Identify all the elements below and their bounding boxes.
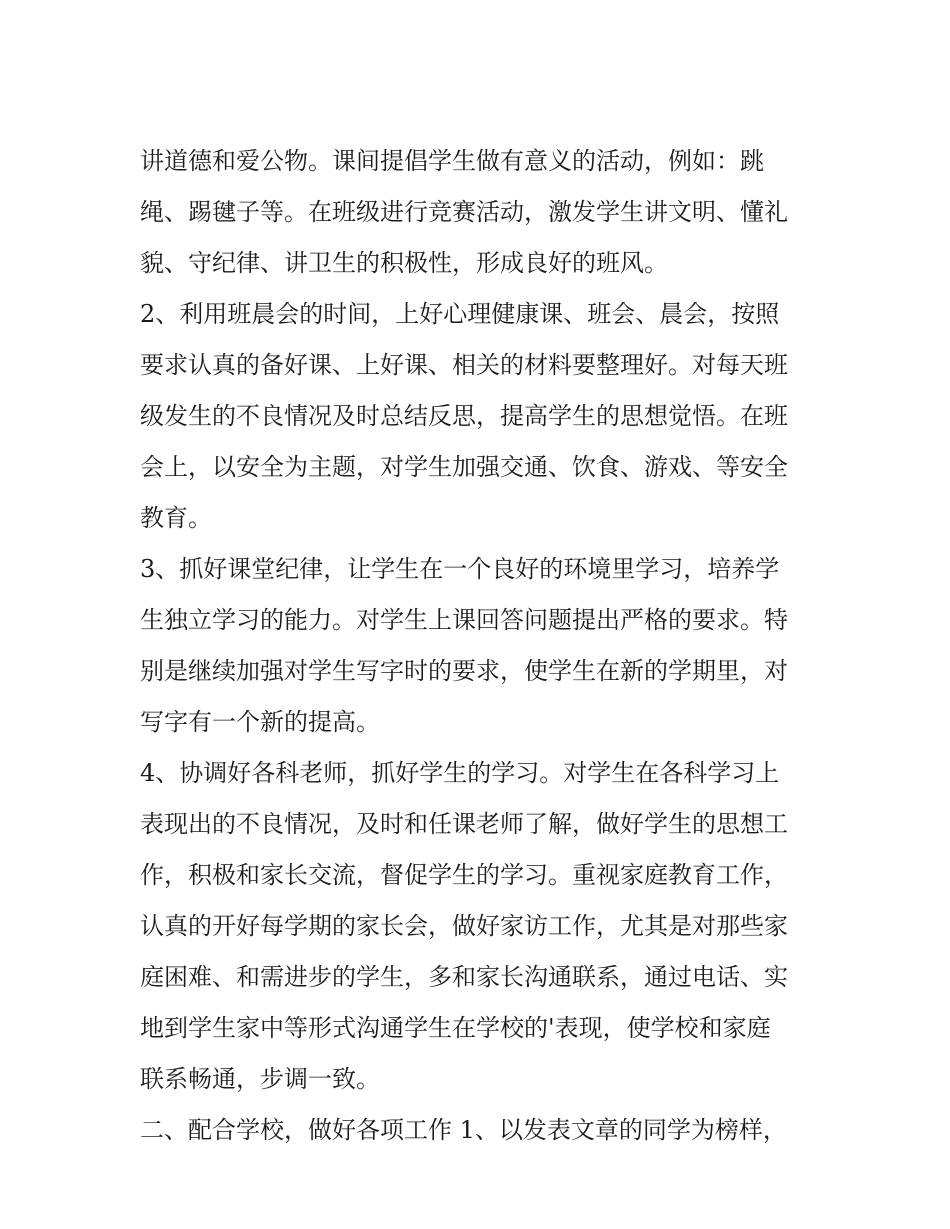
text-line: 别是继续加强对学生写字时的要求，使学生在新的学期里，对 [140,657,788,685]
text-line: 教育。 [140,504,212,532]
text-line: 表现出的不良情况，及时和任课老师了解，做好学生的思想工 [140,810,788,838]
text-line: 联系畅通，步调一致。 [140,1065,380,1093]
text-line: 写字有一个新的提高。 [140,708,380,736]
document-body [140,136,820,1156]
text-line: 讲道德和爱公物。课间提倡学生做有意义的活动，例如：跳 [140,147,764,175]
text-line: 4、协调好各科老师，抓好学生的学习。对学生在各科学习上 [140,759,780,787]
text-line: 貌、守纪律、讲卫生的积极性，形成良好的班风。 [140,249,668,277]
text-line: 庭困难、和需进步的学生，多和家长沟通联系，通过电话、实 [140,963,788,991]
text-line: 地到学生家中等形式沟通学生在学校的'表现，使学校和家庭 [140,1014,771,1042]
text-line: 级发生的不良情况及时总结反思，提高学生的思想觉悟。在班 [140,402,788,430]
text-line: 要求认真的备好课、上好课、相关的材料要整理好。对每天班 [140,351,788,379]
text-line: 作，积极和家长交流，督促学生的学习。重视家庭教育工作， [140,861,788,889]
text-line: 认真的开好每学期的家长会，做好家访工作，尤其是对那些家 [140,912,788,940]
text-line: 2、利用班晨会的时间，上好心理健康课、班会、晨会，按照 [140,300,780,328]
text-line: 生独立学习的能力。对学生上课回答问题提出严格的要求。特 [140,606,788,634]
text-line: 绳、踢毽子等。在班级进行竞赛活动，激发学生讲文明、懂礼 [140,198,788,226]
text-line: 会上，以安全为主题，对学生加强交通、饮食、游戏、等安全 [140,453,788,481]
text-line: 3、抓好课堂纪律，让学生在一个良好的环境里学习，培养学 [140,555,780,583]
text-line: 二、配合学校，做好各项工作 1、以发表文章的同学为榜样， [140,1116,787,1144]
